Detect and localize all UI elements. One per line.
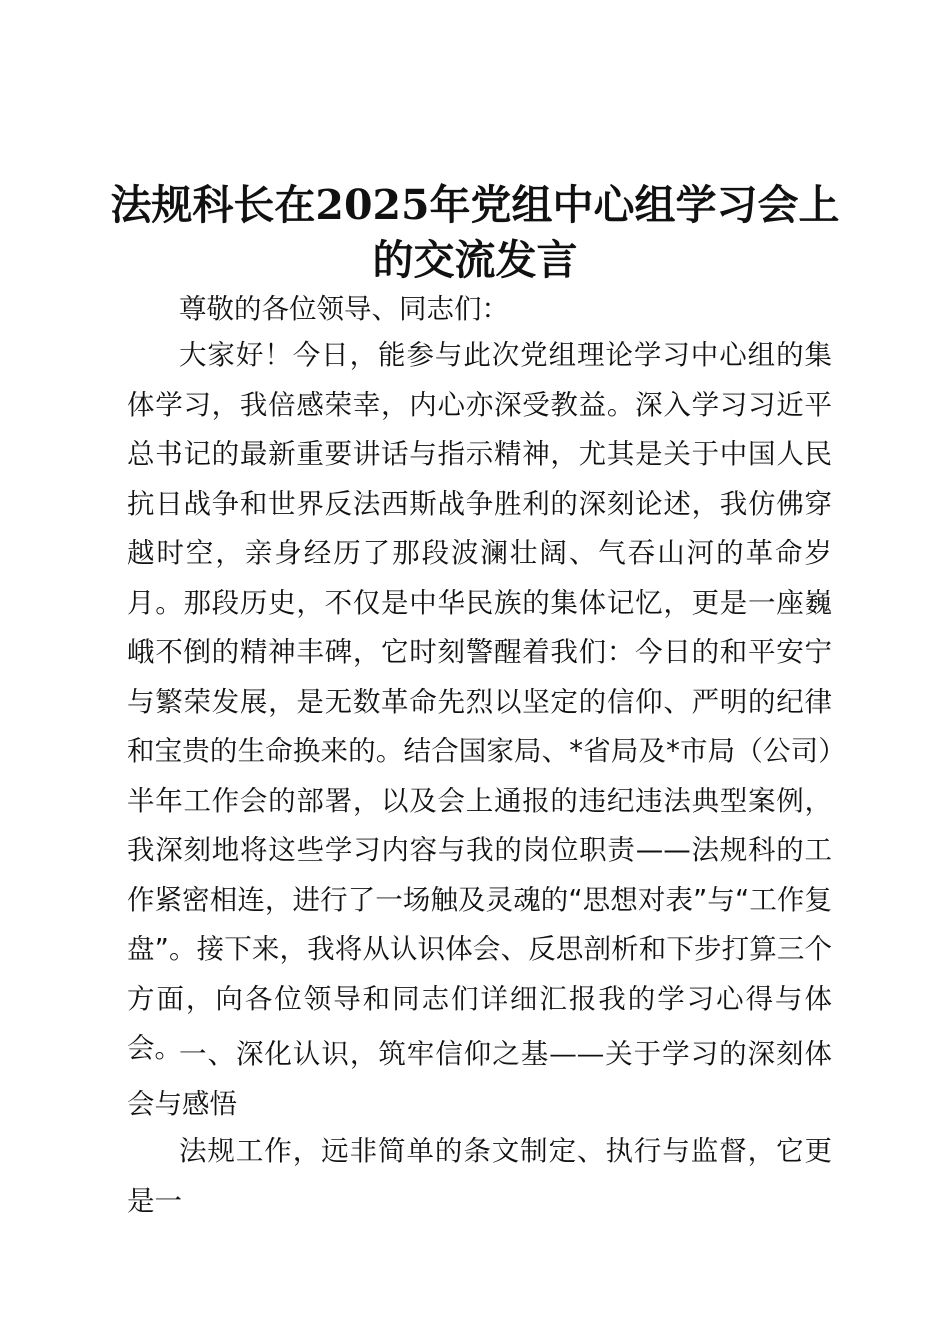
body-paragraph: 大家好！今日，能参与此次党组理论学习中心组的集体学习，我倍感荣幸，内心亦深受教益。深入学习习近平总书记的最新重要讲话与指示精神，尤其是关于中国人民抗日战争和世界反法西斯战争胜利的深刻论述，我仿佛穿越时空，亲身经历了那段波澜壮阔、气吞山河的革命岁月。那段历史，不仅是中华民族的集体记忆，更是一座巍峨不倒的精神丰碑，它时刻警醒着我们：今日的和平安宁与繁荣发展，是无数革命先烈以坚定的信仰、严明的纪律和宝贵的生命换来的。结合国家局、*省局及*市局（公司）半年工作会的部署，以及会上通报的违纪违法典型案例，我深刻地将这些学习内容与我的岗位职责——法规科的工作紧密相连，进行了一场触及灵魂的“思想对表”与“工作复盘”。接下来，我将从认识体会、反思剖析和下步打算三个方面，向各位领导和同志们详细汇报我的学习心得与体会。 [127, 339, 832, 1064]
body-paragraph: 法规工作，远非简单的条文制定、执行与监督，它更是一 [127, 1135, 832, 1217]
section-heading: 一、深化认识，筑牢信仰之基——关于学习的深刻体会与感悟 [127, 1038, 832, 1120]
document-title: 法规科长在2025年党组中心组学习会上的交流发言 [110, 181, 840, 284]
salutation: 尊敬的各位领导、同志们： [179, 293, 509, 325]
